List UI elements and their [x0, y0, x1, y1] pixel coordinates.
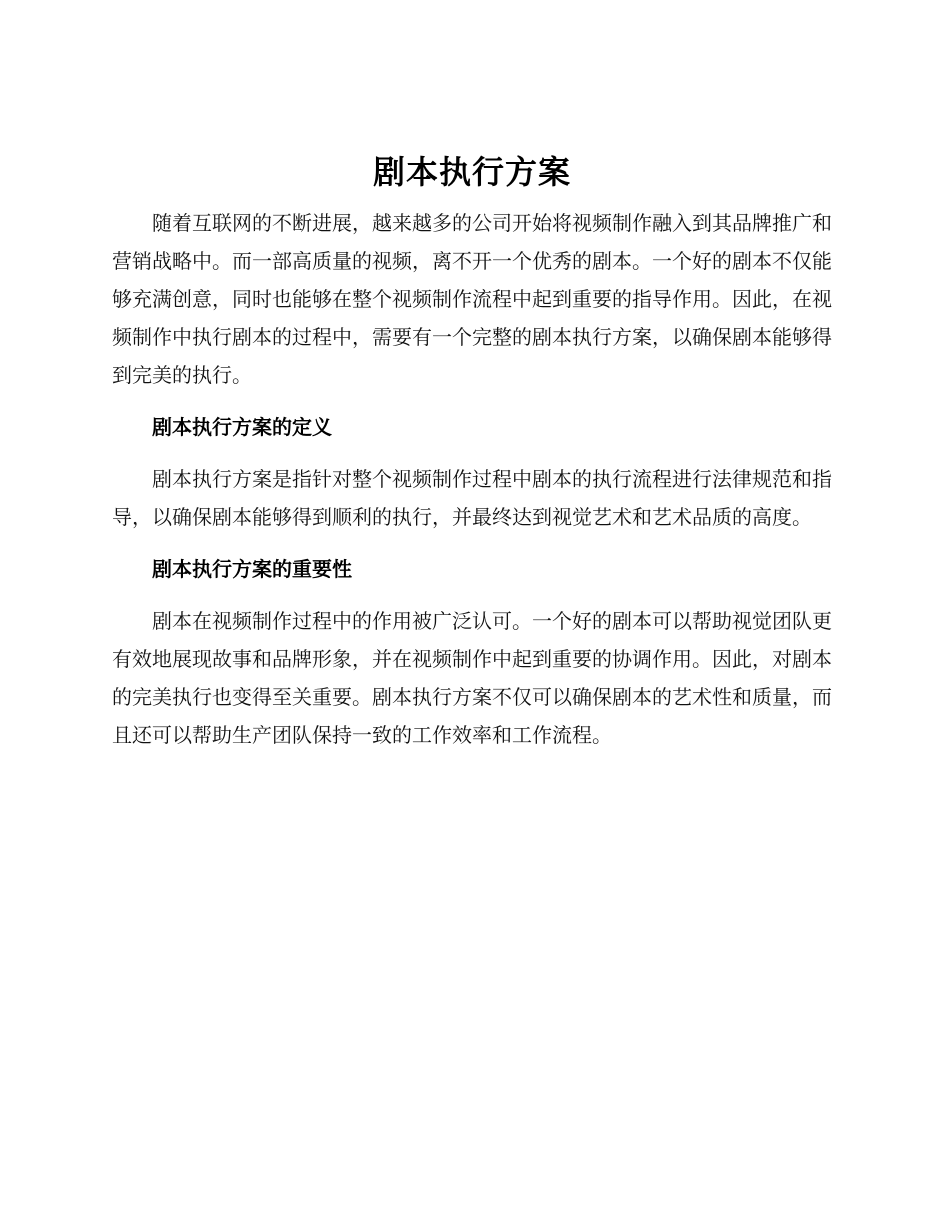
section-heading-importance: 剧本执行方案的重要性	[152, 557, 352, 581]
document-title: 剧本执行方案	[372, 153, 571, 191]
section-heading-definition: 剧本执行方案的定义	[152, 415, 332, 439]
spacer	[112, 536, 832, 550]
spacer	[112, 588, 832, 602]
spacer	[112, 446, 832, 460]
section-body-importance: 剧本在视频制作过程中的作用被广泛认可。一个好的剧本可以帮助视觉团队更有效地展现故事和品牌形象，并在视频制作中起到重要的协调作用。因此，对剧本的完美执行也变得至关重要。剧本执行方案不仅可以确保剧本的艺术性和质量，而且还可以帮助生产团队保持一致的工作效率和工作流程。	[112, 609, 832, 747]
intro-paragraph: 随着互联网的不断进展，越来越多的公司开始将视频制作融入到其品牌推广和营销战略中。而一部高质量的视频，离不开一个优秀的剧本。一个好的剧本不仅能够充满创意，同时也能够在整个视频制作流程中起到重要的指导作用。因此，在视频制作中执行剧本的过程中，需要有一个完整的剧本执行方案，以确保剧本能够得到完美的执行。	[112, 211, 832, 387]
document-page	[112, 148, 832, 754]
spacer	[112, 394, 832, 408]
spacer	[112, 196, 832, 204]
section-body-definition: 剧本执行方案是指针对整个视频制作过程中剧本的执行流程进行法律规范和指导，以确保剧本能够得到顺利的执行，并最终达到视觉艺术和艺术品质的高度。	[112, 467, 832, 529]
